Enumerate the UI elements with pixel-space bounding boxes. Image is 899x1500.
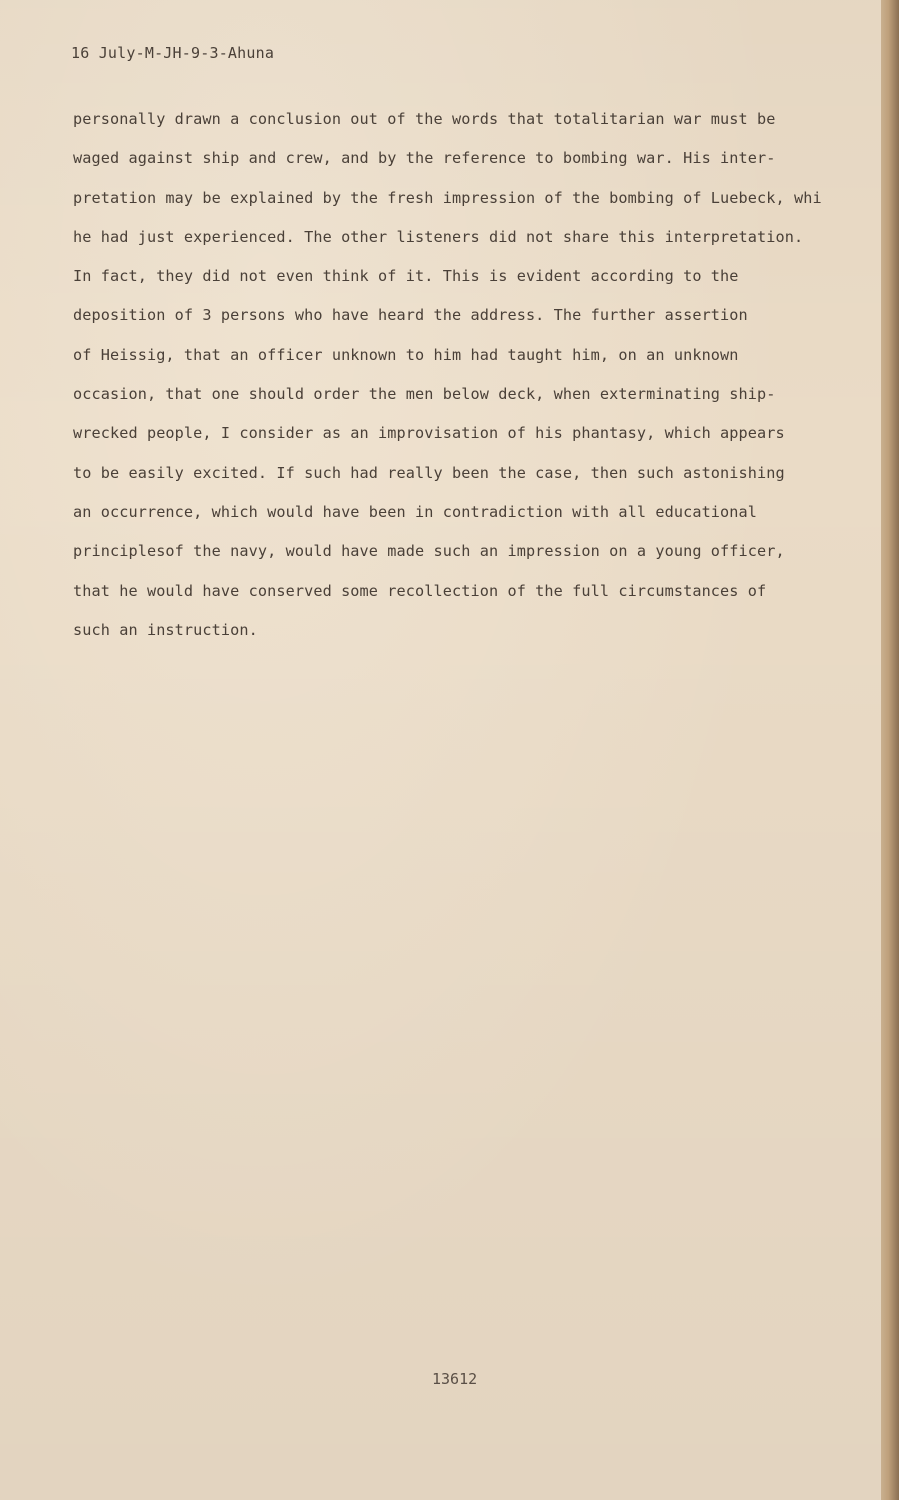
- body-line: he had just experienced. The other listeners did not share this interpretation.: [73, 227, 804, 246]
- body-line: wrecked people, I consider as an improvisation of his phantasy, which appears: [73, 424, 785, 443]
- body-line: occasion, that one should order the men below deck, when exterminating ship-: [73, 385, 776, 404]
- body-line: that he would have conserved some recollection of the full circumstances of: [73, 581, 767, 600]
- body-line: an occurrence, which would have been in contradiction with all educational: [73, 502, 758, 521]
- body-line: personally drawn a conclusion out of the words that totalitarian war must be: [73, 110, 776, 128]
- body-line: pretation may be explained by the fresh impression of the bombing of Luebeck, whi: [73, 188, 822, 207]
- body-line: of Heissig, that an officer unknown to him had taught him, on an unknown: [73, 345, 739, 364]
- body-line: In fact, they did not even think of it. This is evident according to the: [73, 267, 739, 286]
- document-body: [73, 100, 873, 650]
- paper-edge: [881, 0, 899, 1500]
- body-line: to be easily excited. If such had really been the case, then such astonishing: [73, 463, 785, 482]
- body-line: deposition of 3 persons who have heard the address. The further assertion: [73, 306, 748, 325]
- page-number: 13612: [432, 1370, 478, 1388]
- body-line: principlesof the navy, would have made such an impression on a young officer,: [73, 542, 785, 561]
- document-reference: 16 July-M-JH-9-3-Ahuna: [71, 44, 275, 62]
- body-line: waged against ship and crew, and by the reference to bombing war. His inter-: [73, 149, 776, 168]
- body-line: such an instruction.: [73, 620, 258, 639]
